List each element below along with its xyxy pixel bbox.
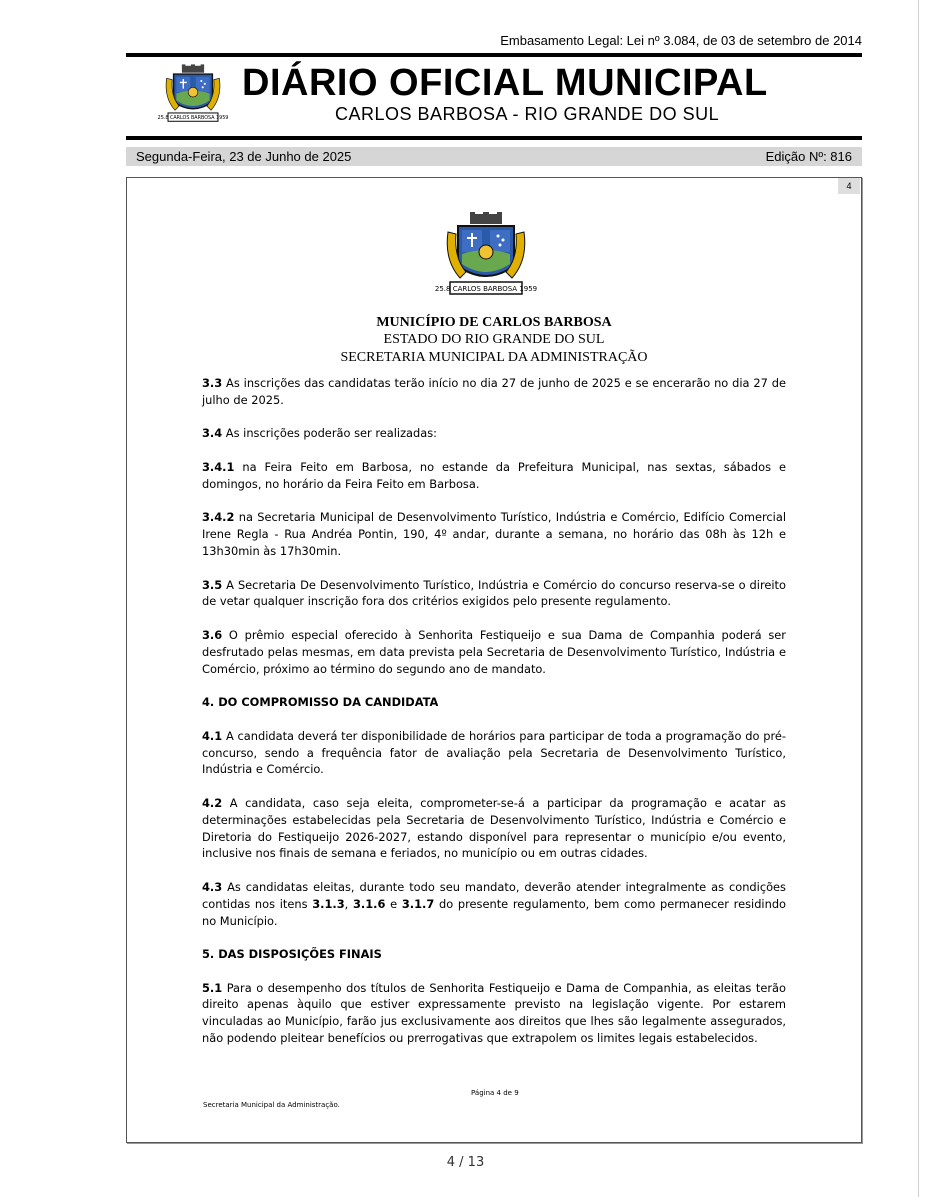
paragraph-3-3	[202, 375, 786, 409]
paragraph-4-2	[202, 795, 786, 862]
paragraph-text: Para o desempenho dos títulos de Senhorita Festiqueijo e Dama de Companhia, as eleitas terão direito apenas àquilo que estiver expressamente previsto na legislação vigente. Por estarem vinculadas ao Município, farão jus exclusivamente aos direitos que lhes são legalmente assegurados, não podendo pleitear benefícios ou prerrogativas que extrapolem os limites legais estabelecidos.	[202, 980, 786, 1046]
masthead-rule-bottom	[126, 136, 862, 140]
paragraph-text: O prêmio especial oferecido à Senhorita Festiqueijo e sua Dama de Companhia poderá ser desfrutado pelas mesmas, em data prevista pela Secretaria de Desenvolvimento Turístico, Indústria e Comércio, próximo ao término do segundo ano de mandato.	[202, 627, 786, 676]
publication-date: Segunda-Feira, 23 de Junho de 2025	[136, 149, 352, 164]
paragraph-4-3	[202, 879, 786, 929]
section-heading-4: 4. DO COMPROMISSO DA CANDIDATA	[202, 695, 439, 710]
paragraph-text: ,	[344, 896, 353, 911]
item-number: 3.4	[202, 426, 223, 441]
item-reference: 3.1.7	[401, 896, 435, 911]
paragraph-text: As candidatas eleitas, durante todo seu mandato, deverão atender integralmente as condições contidas nos itens	[202, 879, 786, 911]
municipal-crest-icon	[157, 63, 229, 131]
paragraph-text: A Secretaria De Desenvolvimento Turístico, Indústria e Comércio do concurso reserva-se o direito de vetar qualquer inscrição fora dos critérios exigidos pelo presente regulamento.	[202, 577, 786, 609]
paragraph-4-1	[202, 728, 786, 778]
paragraph-text: A candidata deverá ter disponibilidade de horários para participar de toda a programação do pré-concurso, sendo a frequência fator de avaliação pela Secretaria de Desenvolvimento Turístico, Indústria e Comércio.	[202, 728, 786, 777]
viewer-page-indicator: 4 / 13	[446, 1155, 485, 1170]
item-number: 5.1	[202, 980, 223, 995]
paragraph-text: As inscrições das candidatas terão início no dia 27 de junho de 2025 e se encerarão no dia 27 de julho de 2025.	[202, 376, 786, 407]
document-body	[202, 375, 786, 1064]
paragraph-3-6	[202, 627, 786, 677]
legal-basis: Embasamento Legal: Lei nº 3.084, de 03 de setembro de 2014	[500, 33, 862, 48]
item-number: 3.4.1	[202, 459, 235, 474]
paragraph-3-5	[202, 577, 786, 611]
municipal-crest-icon	[434, 210, 538, 308]
section-heading-5: 5. DAS DISPOSIÇÕES FINAIS	[202, 947, 382, 962]
paragraph-text: na Secretaria Municipal de Desenvolvimento Turístico, Indústria e Comércio, Edifício Comercial Irene Regla - Rua Andréa Pontin, 190, 4º andar, durante a semana, no horário das 08h às 12h e 13h30min às 17h30min.	[202, 510, 786, 558]
doc-header-state: ESTADO DO RIO GRANDE DO SUL	[383, 332, 605, 347]
edition-number: Edição Nº: 816	[765, 149, 852, 164]
item-reference: 3.1.3	[312, 896, 345, 911]
date-bar	[126, 147, 862, 166]
svg-text:25.8 CARLOS BARBOSA 1959: 25.8 CARLOS BARBOSA 1959	[157, 115, 229, 122]
doc-header-municipality: MUNICÍPIO DE CARLOS BARBOSA	[376, 315, 612, 330]
page-number-tab: 4	[838, 178, 860, 194]
paragraph-text: na Feira Feito em Barbosa, no estande da Prefeitura Municipal, nas sextas, sábados e domingos, no horário da Feira Feito em Barbosa.	[202, 459, 786, 491]
item-number: 4.1	[202, 728, 223, 743]
masthead-title: DIÁRIO OFICIAL MUNICIPAL	[242, 62, 768, 104]
footer-page-count: Página 4 de 9	[471, 1089, 519, 1097]
doc-header-department: SECRETARIA MUNICIPAL DA ADMINISTRAÇÃO	[340, 350, 648, 365]
paragraph-text: do presente regulamento, bem como permanecer residindo no Município.	[202, 896, 787, 928]
masthead-subtitle: CARLOS BARBOSA - RIO GRANDE DO SUL	[335, 104, 720, 124]
paragraph-text: As inscrições poderão ser realizadas:	[222, 426, 438, 441]
item-number: 4.3	[202, 879, 223, 894]
item-number: 3.6	[202, 627, 223, 642]
paragraph-3-4-1	[202, 459, 786, 493]
svg-text:25.8 CARLOS BARBOSA 1959: 25.8 CARLOS BARBOSA 1959	[434, 285, 538, 293]
item-number: 3.3	[202, 376, 223, 390]
paragraph-3-4	[202, 425, 786, 442]
item-reference: 3.1.6	[353, 896, 386, 911]
masthead-rule-top	[126, 53, 862, 57]
viewer-edge	[918, 0, 919, 1197]
item-number: 3.4.2	[202, 510, 235, 525]
footer-department: Secretaria Municipal da Administração.	[203, 1101, 340, 1109]
paragraph-3-4-2	[202, 509, 786, 559]
paragraph-5-1	[202, 980, 786, 1047]
paragraph-text: e	[385, 896, 402, 911]
item-number: 4.2	[202, 795, 223, 810]
item-number: 3.5	[202, 577, 223, 592]
paragraph-text: A candidata, caso seja eleita, comprometer-se-á a participar da programação e acatar as determinações estabelecidas pela Secretaria de Desenvolvimento Turístico, Indústria e Comércio e Diretoria do Festiqueijo 2026-2027, estando disponível para representar o município e/ou evento, inclusive nos finais de semana e feriados, no município ou em outras cidades.	[202, 795, 786, 861]
